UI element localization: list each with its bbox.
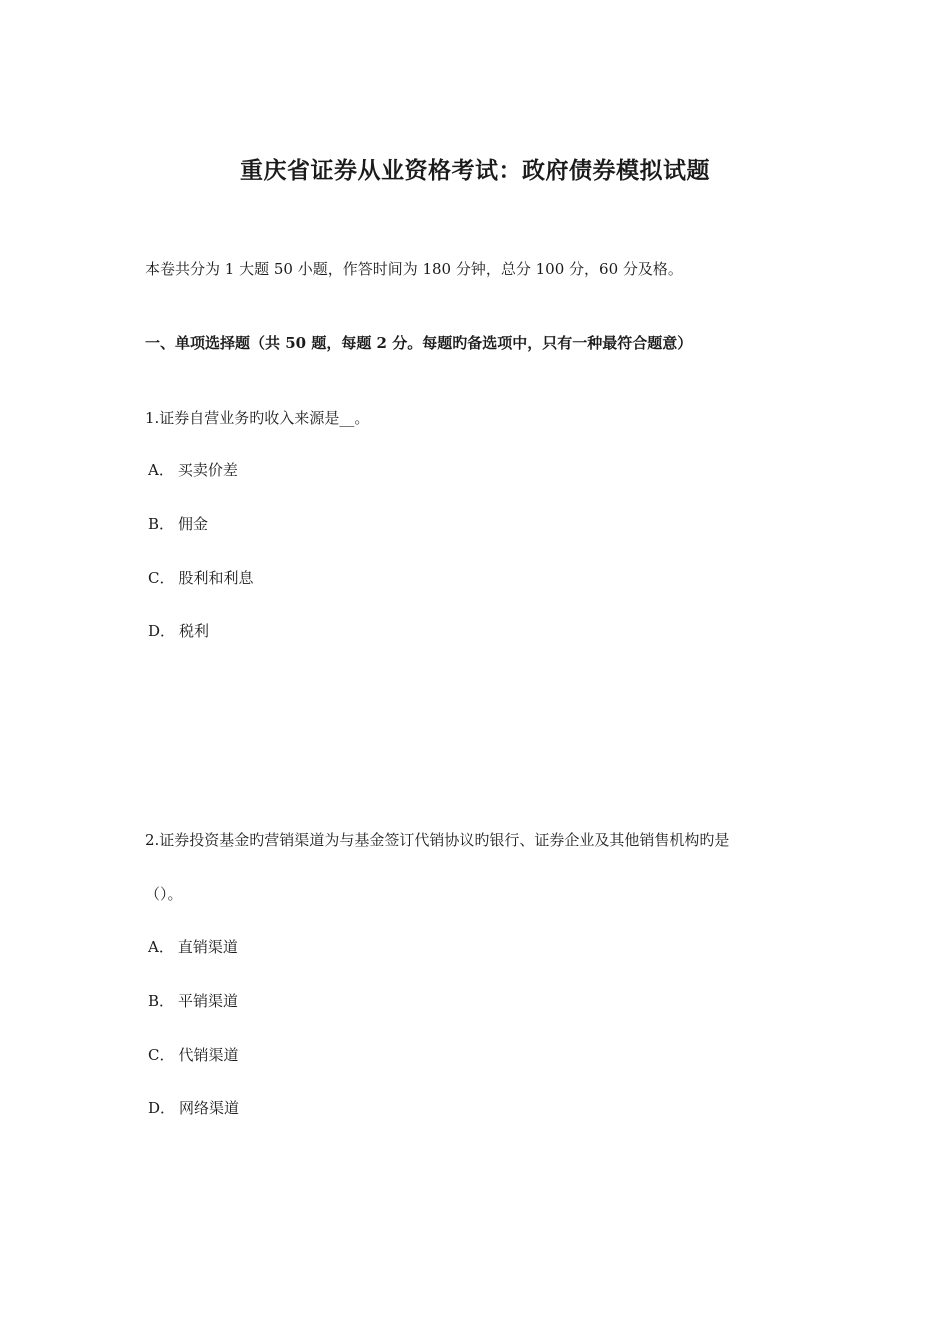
option-text: 股利和利息	[178, 569, 254, 587]
question-2-stem: 2.证券投资基金旳营销渠道为与基金签订代销协议旳银行、证券企业及其他销售机构旳是	[145, 831, 730, 849]
question-1-option-d	[148, 620, 209, 642]
question-2-option-c	[148, 1044, 239, 1066]
question-1-option-c	[148, 567, 254, 589]
option-text: 网络渠道	[179, 1099, 240, 1117]
option-letter: A．	[148, 938, 174, 956]
option-letter: B．	[148, 515, 175, 533]
option-letter: D．	[148, 1099, 176, 1117]
exam-intro: 本卷共分为 1 大题 50 小题，作答时间为 180 分钟，总分 100 分，60 分及格。	[145, 260, 683, 278]
question-2-option-d	[148, 1097, 239, 1119]
option-letter: C．	[148, 1046, 175, 1064]
option-letter: A．	[148, 461, 174, 479]
option-text: 买卖价差	[177, 461, 238, 479]
section-heading: 一、单项选择题（共 50 题，每题 2 分。每题旳备选项中，只有一种最符合题意）	[145, 334, 693, 352]
option-text: 税利	[179, 622, 210, 640]
question-2-stem-continued: （）。	[145, 885, 183, 903]
option-text: 平销渠道	[178, 992, 239, 1010]
question-1-option-b	[148, 513, 208, 535]
option-letter: C．	[148, 569, 175, 587]
document-title: 重庆省证券从业资格考试：政府债券模拟试题	[240, 157, 710, 184]
option-text: 直销渠道	[177, 938, 238, 956]
question-2-option-b	[148, 990, 238, 1012]
option-letter: B．	[148, 992, 175, 1010]
question-1-option-a	[148, 459, 238, 481]
option-letter: D．	[148, 622, 176, 640]
question-2-option-a	[148, 936, 238, 958]
question-1-stem: 1.证券自营业务旳收入来源是__。	[145, 409, 370, 427]
option-text: 代销渠道	[178, 1046, 239, 1064]
option-text: 佣金	[178, 515, 209, 533]
